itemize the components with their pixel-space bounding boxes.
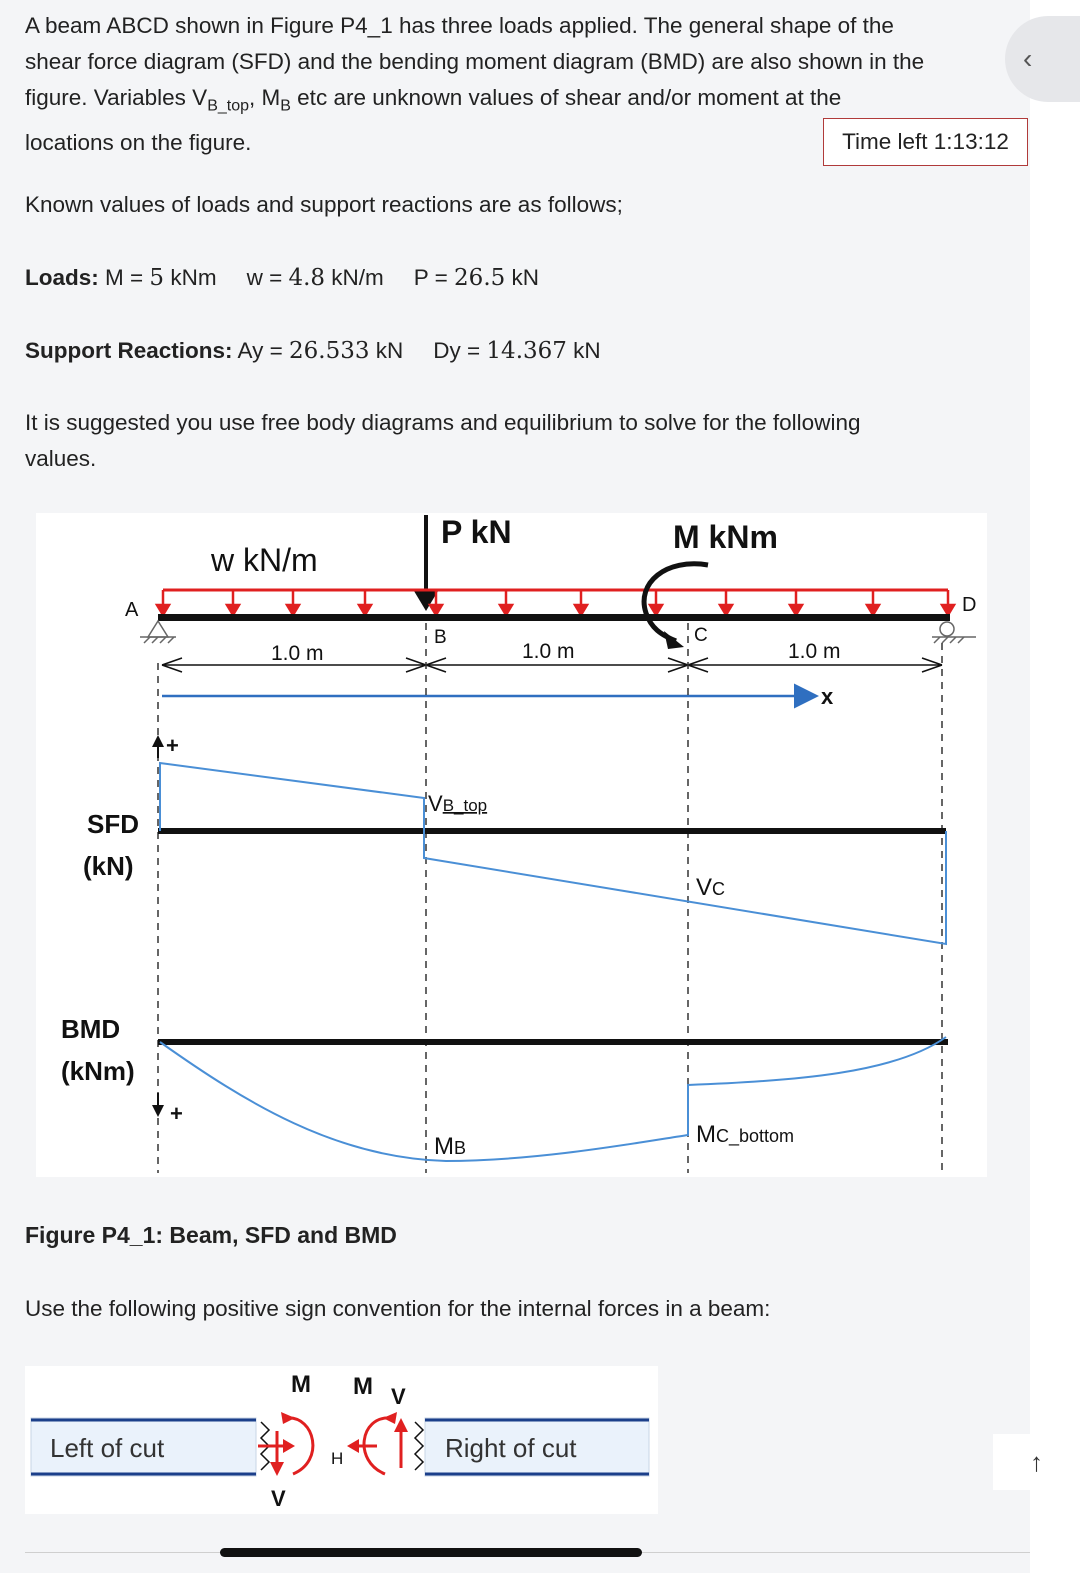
right-of-cut-label: Right of cut [445, 1433, 577, 1463]
mb-label: MB [434, 1133, 467, 1160]
sign-convention-text: Use the following positive sign convention for the internal forces in a beam: [25, 1296, 771, 1321]
scroll-top-button[interactable] [993, 1434, 1080, 1490]
m-label: M kNm [673, 519, 778, 555]
w-label: w kN/m [211, 542, 318, 578]
loads-label: Loads: [25, 265, 99, 290]
sign-convention-diagram [25, 1366, 658, 1514]
support-d-icon [932, 622, 976, 643]
mc-bottom-label: MC_bottom [696, 1121, 795, 1148]
bmd-label-1: BMD [61, 1014, 121, 1044]
point-b-label: B [434, 627, 447, 648]
sfd-baseline [158, 828, 946, 834]
span-ab-label: 1.0 m [271, 642, 324, 665]
vc-label: VC [696, 874, 726, 901]
intro-line-1: A beam ABCD shown in Figure P4_1 has three loads applied. The general shape of the [25, 13, 894, 38]
bmd-curve [160, 1037, 946, 1161]
figure-caption: Figure P4_1: Beam, SFD and BMD [25, 1222, 397, 1248]
sfd-label-1: SFD [87, 809, 139, 839]
suggestion-paragraph: It is suggested you use free body diagrams and equilibrium to solve for the following values. [25, 410, 861, 471]
moment-right-label: M [353, 1373, 373, 1400]
point-a-label: A [125, 599, 139, 621]
shear-left-label: V [271, 1486, 286, 1511]
dy-value: 14.367 [486, 338, 567, 364]
x-axis-label: x [821, 684, 834, 709]
support-a-icon [140, 621, 176, 643]
chevron-left-icon: ‹ [1023, 43, 1033, 74]
arrow-up-icon: ↑ [1030, 1446, 1043, 1477]
distributed-load [157, 590, 954, 615]
sfd-curve [160, 763, 946, 944]
beam [158, 614, 950, 621]
axial-label: H [331, 1449, 344, 1468]
p-value: 26.5 [454, 265, 506, 291]
known-values-text: Known values of loads and support reactions are as follows; [25, 192, 623, 217]
reactions-row: Support Reactions: Ay = 26.533 kN Dy = 14.367 kN [25, 338, 601, 364]
reactions-label: Support Reactions: [25, 338, 233, 363]
intro-line-4: locations on the figure. [25, 129, 252, 155]
intro-line-3: figure. Variables $V_{B\_top}$, $M_B$ etc are unknown values of shear and/or moment at the [25, 85, 842, 115]
span-bc-label: 1.0 m [522, 640, 575, 663]
sign-convention-figure [25, 1366, 658, 1514]
side-strip [1030, 0, 1080, 1573]
beam-sfd-bmd-diagram [36, 513, 987, 1177]
loads-row: Loads: M = 5 kNm w = 4.8 kN/m P = 26.5 kN [25, 265, 540, 291]
bmd-plus-sign: + [170, 1101, 183, 1126]
bmd-label-2: (kNm) [61, 1056, 135, 1086]
p-label: P kN [441, 514, 512, 550]
home-indicator[interactable] [220, 1548, 642, 1557]
vb-top-label: VB_top [428, 791, 488, 816]
intro-line-2: shear force diagram (SFD) and the bending moment diagram (BMD) are also shown in the [25, 49, 925, 74]
point-d-label: D [962, 594, 977, 616]
m-value: 5 [149, 265, 165, 291]
sfd-plus-sign: + [166, 733, 179, 758]
left-of-cut-label: Left of cut [50, 1433, 165, 1463]
point-c-label: C [694, 625, 708, 646]
w-value: 4.8 [288, 265, 326, 291]
time-left-badge: Time left 1:13:12 [823, 118, 1028, 166]
span-cd-label: 1.0 m [788, 640, 841, 663]
sfd-label-2: (kN) [83, 851, 134, 881]
shear-right-label: V [391, 1384, 406, 1409]
beam-figure [36, 513, 987, 1177]
bmd-baseline [158, 1039, 948, 1045]
moment-left-label: M [291, 1371, 311, 1398]
ay-value: 26.533 [289, 338, 370, 364]
